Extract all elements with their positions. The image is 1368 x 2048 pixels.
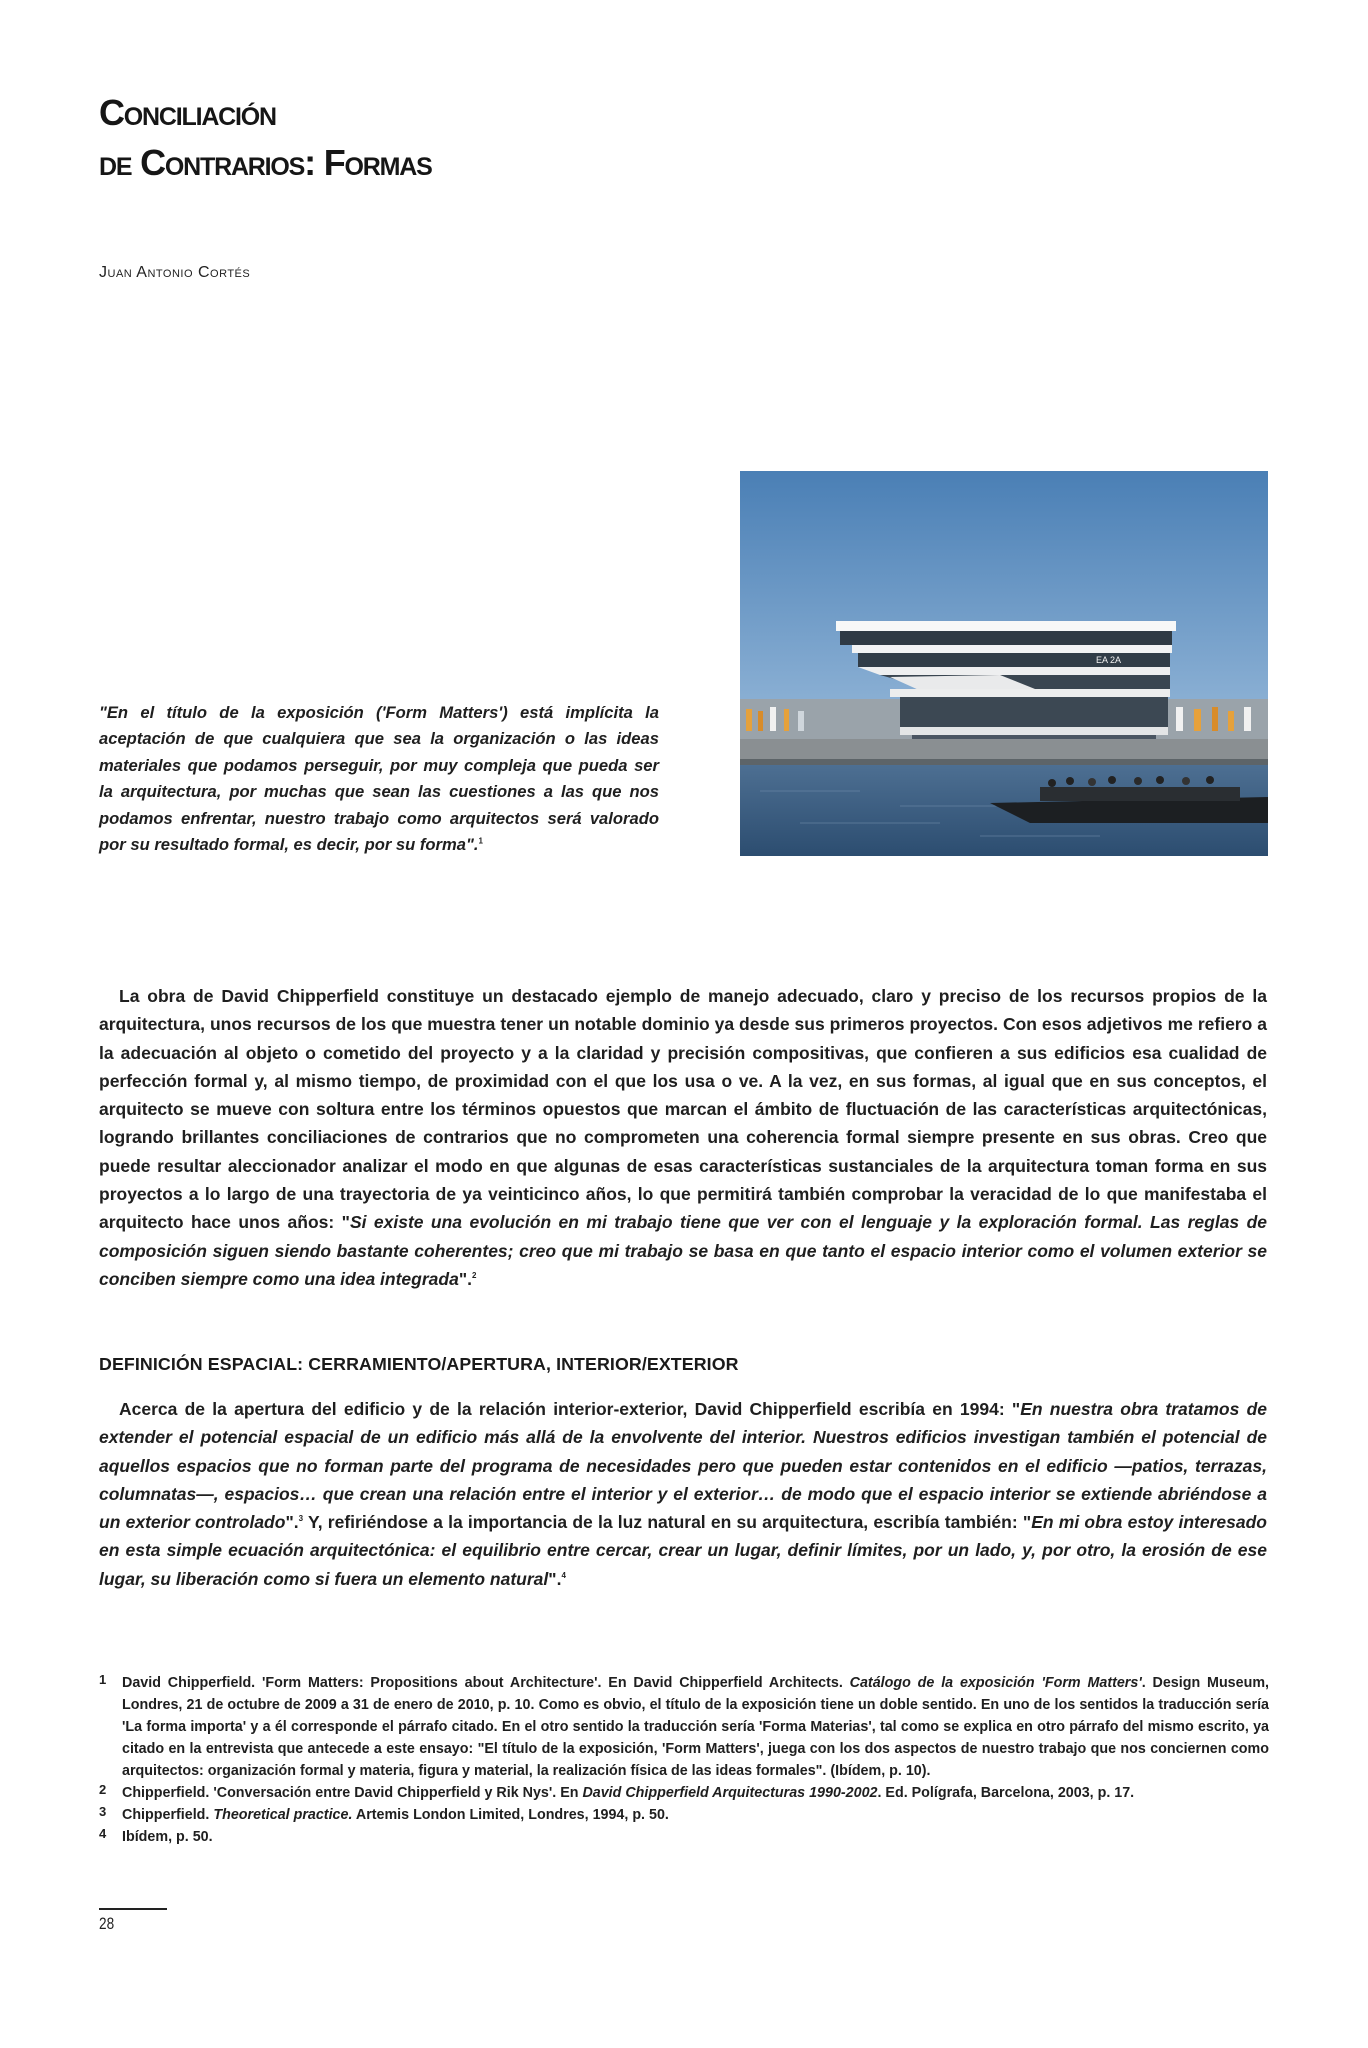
footnote-text: Artemis London Limited, Londres, 1994, p. 50. [352,1807,669,1823]
paragraph-2-text-d: ". [548,1568,562,1589]
footnote-ref-1[interactable]: 1 [478,836,483,846]
title-line-1: Conciliación [99,92,276,133]
epigraph-quote [99,700,659,858]
paragraph-2-text-a: Acerca de la apertura del edificio y de la relación interior-exterior, David Chipperfield escribía en 1994: " [119,1399,1021,1419]
footnote-text: Chipperfield. [122,1807,214,1823]
footnotes-list [99,1672,1269,1848]
footnote-number: 4 [99,1826,107,1841]
paragraph-2-quote-2: En mi obra estoy interesado en esta simple ecuación arquitectónica: el equilibrio entre cercar, crear un lugar, definir límites, por un lado, y, por otro, la erosión de ese lugar, su liberación como si fuera un elemento natural [99,1512,1268,1589]
footnote-title: Catálogo de la exposición 'Form Matters' [849,1675,1142,1691]
footnote-ref-3[interactable]: 3 [298,1514,304,1524]
building-photo [740,471,1268,856]
paragraph-1-close: ". [458,1268,472,1289]
building-sign: EA 2A [1096,655,1122,665]
footnote-title: David Chipperfield Arquitecturas 1990-2002 [582,1785,878,1801]
paragraph-1-text: La obra de David Chipperfield constituye un destacado ejemplo de manejo adecuado, claro y preciso de los recursos propios de la arquitectura, unos recursos de los que muestra tener un notable dominio ya desde sus primeros proyectos. Con esos adjetivos me refiero a la adecuación al objeto o cometido del proyecto y a la claridad y precisión compositivas, que confieren a sus edificios esa cualidad de perfección formal y, al mismo tiempo, de proximidad con el que los usa o ve. A la vez, en sus formas, al igual que en sus conceptos, el arquitecto se mueve con soltura entre los términos opuestos que marcan el ámbito de fluctuación de las características arquitectónicas, logrando brillantes conciliaciones de contrarios que no comprometen una coherencia formal siempre presente en sus obras. Creo que puede resultar aleccionador analizar el modo en que algunas de esas características sustanciales de la arquitectura toman forma en sus proyectos a lo largo de una trayectoria de ya veinticinco años, lo que permitirá también comprobar la veracidad de lo que manifestaba el arquitecto hace unos años: " [99,986,1267,1233]
body-paragraph-1 [99,982,1267,1293]
body-paragraph-2 [99,1395,1267,1593]
footnote-number: 1 [99,1672,107,1687]
footnote-number: 2 [99,1782,107,1797]
footnote-text: . Design Museum, Londres, 21 de octubre de 2009 a 31 de enero de 2010, p. 10. Como es obvio, el título de la exposición tiene un doble sentido. En uno de los sentidos la traducción sería 'La forma importa' y a él corresponde el párrafo citado. En el otro sentido la traducción sería 'Forma Materias', tal como se explica en otro párrafo del mismo escrito, ya citado en la entrevista que antecede a este ensayo: "El título de la exposición, 'Form Matters', juega con los dos aspectos de nuestro trabajo que nos conciernen como arquitectos: organización formal y materia, figura y material, la realización física de las ideas formales". (Ibídem, p. 10). [122,1675,1270,1779]
page-number: 28 [99,1914,115,1933]
footnote-4 [99,1826,1269,1848]
section-heading: DEFINICIÓN ESPACIAL: CERRAMIENTO/APERTURA, INTERIOR/EXTERIOR [99,1354,739,1374]
paragraph-2-quote-1: En nuestra obra tratamos de extender el potencial espacial de un edificio más allá de la envolvente del interior. Nuestros edificios investigan también el potencial de aquellos espacios que no forman parte del programa de necesidades pero que pueden estar contenidos en el edificio —patios, terrazas, columnatas—, espacios… que crean una relación entre el interior y el exterior… de modo que el espacio interior se extiende abriéndose a un exterior controlado [99,1399,1267,1533]
page-number-rule [99,1908,167,1910]
footnote-text: Ibídem, p. 50. [122,1829,213,1845]
article-title [99,88,432,188]
author-name: Juan Antonio Cortés [99,264,251,281]
footnote-text: . Ed. Polígrafa, Barcelona, 2003, p. 17. [877,1785,1135,1801]
footnote-number: 3 [99,1804,107,1819]
paragraph-2-text-b: ". [285,1512,299,1533]
paragraph-1-quote: Si existe una evolución en mi trabajo tiene que ver con el lenguaje y la exploración formal. Las reglas de composición siguen siendo bastante coherentes; creo que mi trabajo se basa en que tanto el espacio interior como el volumen exterior se conciben siempre como una idea integrada [99,1212,1268,1289]
footnote-ref-2[interactable]: 2 [472,1271,477,1281]
footnote-text: David Chipperfield. 'Form Matters: Propositions about Architecture'. En David Chipperfield Architects. [122,1675,850,1691]
footnote-text: Chipperfield. 'Conversación entre David Chipperfield y Rik Nys'. En [122,1785,583,1801]
footnote-3 [99,1804,1269,1826]
paragraph-2-text-c: Y, refiriéndose a la importancia de la luz natural en su arquitectura, escribía también: " [303,1512,1032,1533]
footnote-title: Theoretical practice. [213,1807,353,1823]
title-line-2: de Contrarios: Formas [99,142,432,183]
footnote-1 [99,1672,1269,1782]
footnote-ref-4[interactable]: 4 [561,1570,566,1580]
epigraph-text: "En el título de la exposición ('Form Matters') está implícita la aceptación de que cualquiera que sea la organización o las ideas materiales que podamos perseguir, por muy compleja que pueda ser la arquitectura, por muchas que sean las cuestiones a las que nos podamos enfrentar, nuestro trabajo como arquitectos será valorado por su resultado formal, es decir, por su forma". [99,703,659,855]
footnote-2 [99,1782,1269,1804]
